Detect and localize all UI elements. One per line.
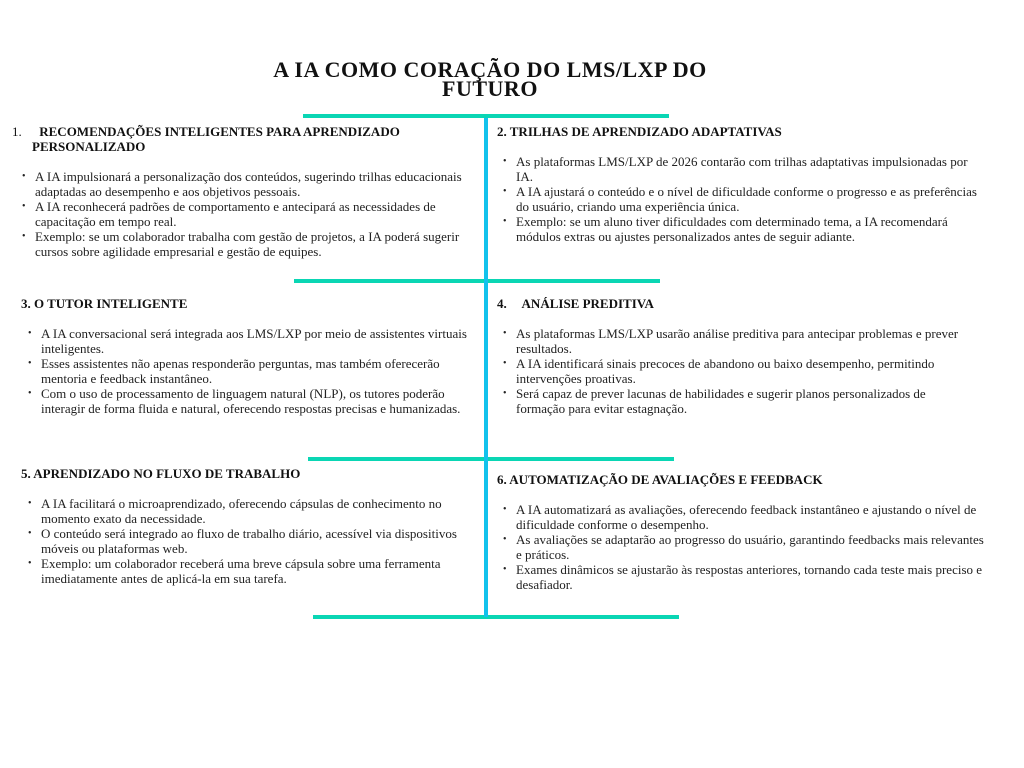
section-number: 2. <box>497 124 507 139</box>
bullet-list <box>497 154 987 244</box>
divider-row-1 <box>294 279 660 283</box>
section-title: APRENDIZADO NO FLUXO DE TRABALHO <box>33 466 301 481</box>
section-title: TRILHAS DE APRENDIZADO ADAPTATIVAS <box>509 124 782 139</box>
bullet-list <box>18 169 480 259</box>
bullet-list <box>497 502 987 592</box>
list-item: • Exames dinâmicos se ajustarão às respostas anteriores, tornando cada teste mais preciso e desafiador. <box>516 562 987 592</box>
section-5 <box>21 466 481 586</box>
section-1 <box>12 124 480 259</box>
section-title: AUTOMATIZAÇÃO DE AVALIAÇÕES E FEEDBACK <box>509 472 823 487</box>
title-line-1: A IA COMO CORAÇÃO DO LMS/LXP DO <box>273 57 707 82</box>
list-item: • Exemplo: se um colaborador trabalha com gestão de projetos, a IA poderá sugerir cursos sobre agilidade empresarial e gestão de equipes. <box>35 229 480 259</box>
list-item: • Com o uso de processamento de linguagem natural (NLP), os tutores poderão interagir de forma fluida e natural, oferecendo respostas precisas e humanizadas. <box>41 386 481 416</box>
bullet-list <box>21 496 481 586</box>
section-number: 5. <box>21 466 31 481</box>
section-heading <box>12 124 480 154</box>
section-title: RECOMENDAÇÕES INTELIGENTES PARA APRENDIZADO PERSONALIZADO <box>32 124 400 154</box>
page-title <box>240 57 740 101</box>
section-3 <box>21 296 481 416</box>
list-item: • A IA conversacional será integrada aos LMS/LXP por meio de assistentes virtuais inteligentes. <box>41 326 481 356</box>
list-item: • A IA reconhecerá padrões de comportamento e antecipará as necessidades de capacitação em tempo real. <box>35 199 480 229</box>
list-item: • Será capaz de prever lacunas de habilidades e sugerir planos personalizados de formação para evitar estagnação. <box>516 386 977 416</box>
list-item: • A IA automatizará as avaliações, oferecendo feedback instantâneo e ajustando o nível de dificuldade conforme o desempenho. <box>516 502 987 532</box>
section-4 <box>497 296 977 416</box>
list-item: • As avaliações se adaptarão ao progresso do usuário, garantindo feedbacks mais relevantes e práticos. <box>516 532 987 562</box>
section-heading <box>497 472 987 487</box>
list-item: • O conteúdo será integrado ao fluxo de trabalho diário, acessível via dispositivos móveis ou plataformas web. <box>41 526 481 556</box>
title-line-2: FUTURO <box>442 76 538 101</box>
section-heading <box>497 124 987 139</box>
list-item: • A IA impulsionará a personalização dos conteúdos, sugerindo trilhas educacionais adaptadas ao desempenho e aos objetivos pessoais. <box>35 169 480 199</box>
list-item: • As plataformas LMS/LXP usarão análise preditiva para antecipar problemas e prever resultados. <box>516 326 977 356</box>
bullet-list <box>21 326 481 416</box>
section-number: 1. <box>12 124 22 139</box>
bullet-list <box>497 326 977 416</box>
list-item: • A IA ajustará o conteúdo e o nível de dificuldade conforme o progresso e as preferências do usuário, criando uma experiência única. <box>516 184 987 214</box>
section-number: 3. <box>21 296 31 311</box>
section-title: ANÁLISE PREDITIVA <box>521 296 654 311</box>
list-item: • Exemplo: um colaborador receberá uma breve cápsula sobre uma ferramenta imediatamente antes de aplicá-la em sua tarefa. <box>41 556 481 586</box>
list-item: • As plataformas LMS/LXP de 2026 contarão com trilhas adaptativas impulsionadas por IA. <box>516 154 987 184</box>
section-title: O TUTOR INTELIGENTE <box>34 296 188 311</box>
divider-row-2 <box>308 457 674 461</box>
list-item: • A IA facilitará o microaprendizado, oferecendo cápsulas de conhecimento no momento exato da necessidade. <box>41 496 481 526</box>
section-number: 6. <box>497 472 507 487</box>
section-number: 4. <box>497 296 507 311</box>
divider-vertical <box>484 118 488 617</box>
section-2 <box>497 124 987 244</box>
section-6 <box>497 472 987 592</box>
list-item: • Esses assistentes não apenas responderão perguntas, mas também oferecerão mentoria e feedback instantâneo. <box>41 356 481 386</box>
section-heading <box>21 466 481 481</box>
list-item: • A IA identificará sinais precoces de abandono ou baixo desempenho, permitindo intervenções proativas. <box>516 356 977 386</box>
section-heading <box>497 296 977 311</box>
divider-bottom <box>313 615 679 619</box>
section-heading <box>21 296 481 311</box>
list-item: • Exemplo: se um aluno tiver dificuldades com determinado tema, a IA recomendará módulos extras ou ajustes personalizados antes de seguir adiante. <box>516 214 987 244</box>
